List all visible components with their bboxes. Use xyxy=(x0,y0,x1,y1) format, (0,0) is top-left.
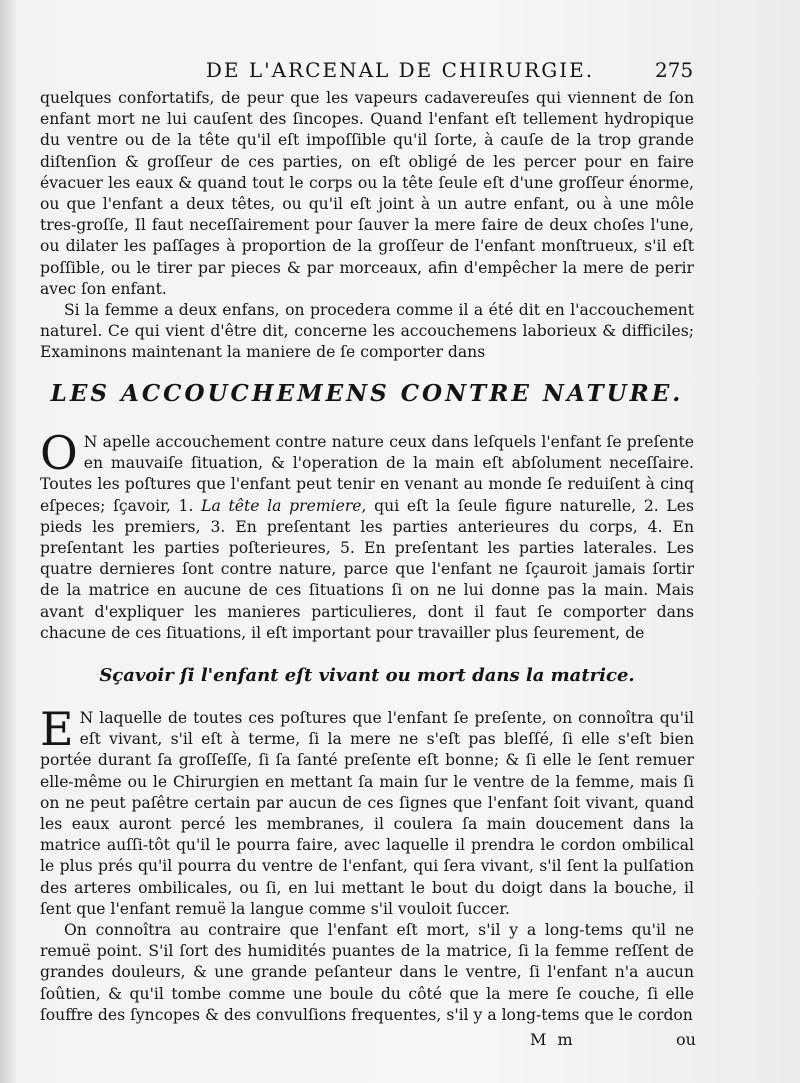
subsection-heading: Sçavoir ſi l'enfant eſt vivant ou mort dans la matrice. xyxy=(99,665,635,686)
section-2 xyxy=(40,426,694,644)
text-run: N apelle accouchement contre nature ceux dans leſquels l'enfant ſe preſente en mauvaiſe ſituation, & l'operation de la main eſt abſolument neceſſaire. Toutes les poſtures que l'enfant peut tenir en venant au monde ſe reduiſent à cinq eſpeces; ſçavoir, 1. xyxy=(40,433,694,515)
paragraph: On connoîtra au contraire que l'enfant eſt mort, s'il y a long-tems qu'il ne remuë point. S'il ſort des humidités puantes de la matrice, ſi la femme reſſent de grandes douleurs, & une grande peſanteur dans le ventre, ſi l'enfant n'a aucun ſoûtien, & qu'il tombe comme une boule du côté que la mere ſe couche, ſi elle ſouffre des ſyncopes & des convulſions frequentes, s'il y a long-tems que le cordon xyxy=(40,921,694,1024)
text-run: , qui eſt la ſeule figure naturelle, 2. Les pieds les premiers, 3. En preſentant les parties anterieures du corps, 4. En preſentant les parties poſterieures, 5. En preſentant les parties laterales. Les quatre dernieres ſont contre nature, parce que l'enfant ne ſçauroit jamais ſortir de la matrice en aucune de ces ſituations ſi on ne lui donne pas la main. Mais avant d'expliquer les manieres particulieres, dont il faut ſe comporter dans chacune de ces ſituations, il eſt important pour travailler plus ſeurement, de xyxy=(40,496,694,642)
paragraph xyxy=(40,426,694,644)
drop-cap: E xyxy=(40,702,74,756)
catchword: ou xyxy=(676,1030,696,1049)
section-heading: LES ACCOUCHEMENS CONTRE NATURE. xyxy=(50,380,684,407)
section-1 xyxy=(40,88,694,364)
paragraph: Si la femme a deux enfans, on procedera comme il a été dit en l'accouchement naturel. Ce qui vient d'être dit, concerne les accouchemens laborieux & difficiles; Examinons maintenant la maniere de ſe comporter dans xyxy=(40,301,694,362)
paragraph xyxy=(40,702,694,920)
drop-cap: O xyxy=(40,426,78,480)
running-title: DE L'ARCENAL DE CHIRURGIE. xyxy=(205,58,595,82)
text-run: N laquelle de toutes ces poſtures que l'enfant ſe preſente, on connoîtra qu'il eſt vivant, s'il eſt à terme, ſi la mere ne s'eſt pas bleſſé, ſi elle s'eſt bien portée durant ſa groſſeſſe, ſi ſa ſanté preſente eſt bonne; & ſi elle le ſent remuer elle-même ou le Chirurgien en mettant ſa main ſur le ventre de la femme, mais ſi on ne peut paſêtre certain par aucun de ces ſignes que l'enfant ſoit vivant, quand les eaux auront percé les membranes, il coulera ſa main doucement dans la matrice auſſi-tôt qu'il le pourra faire, avec laquelle il prendra le cordon ombilical le plus prés qu'il pourra du ventre de l'enfant, qui ſera vivant, s'il ſent la pulſation des arteres ombilicales, ou ſi, en lui mettant le bout du doigt dans la bouche, il ſent que l'enfant remuë la langue comme s'il vouloit ſuccer. xyxy=(40,709,694,918)
italic-phrase: La tête la premiere xyxy=(201,496,362,515)
section-3 xyxy=(40,702,694,1026)
signature-mark: M m xyxy=(530,1030,576,1049)
paragraph: quelques confortatifs, de peur que les vapeurs cadavereuſes qui viennent de ſon enfant mort ne lui cauſent des ſincopes. Quand l'enfant eſt tellement hydropique du ventre ou de la tête qu'il eſt impoſſible qu'il ſorte, à cauſe de la trop grande diſtenſion & groſſeur de ces parties, on eſt obligé de les percer pour en faire évacuer les eaux & quand tout le corps ou la tête ſeule eſt d'une groſſeur énorme, ou que l'enfant a deux têtes, ou qu'il eſt joint à un autre enfant, ou à une môle tres-groſſe, Il faut neceſſairement pour ſauver la mere faire de deux choſes l'une, ou dilater les paſſages à proportion de la groſſeur de l'enfant monſtrueux, s'il eſt poſſible, ou le tirer par pieces & par morceaux, afin d'empêcher la mere de perir avec ſon enfant. xyxy=(40,89,694,298)
page-number: 275 xyxy=(655,58,694,82)
